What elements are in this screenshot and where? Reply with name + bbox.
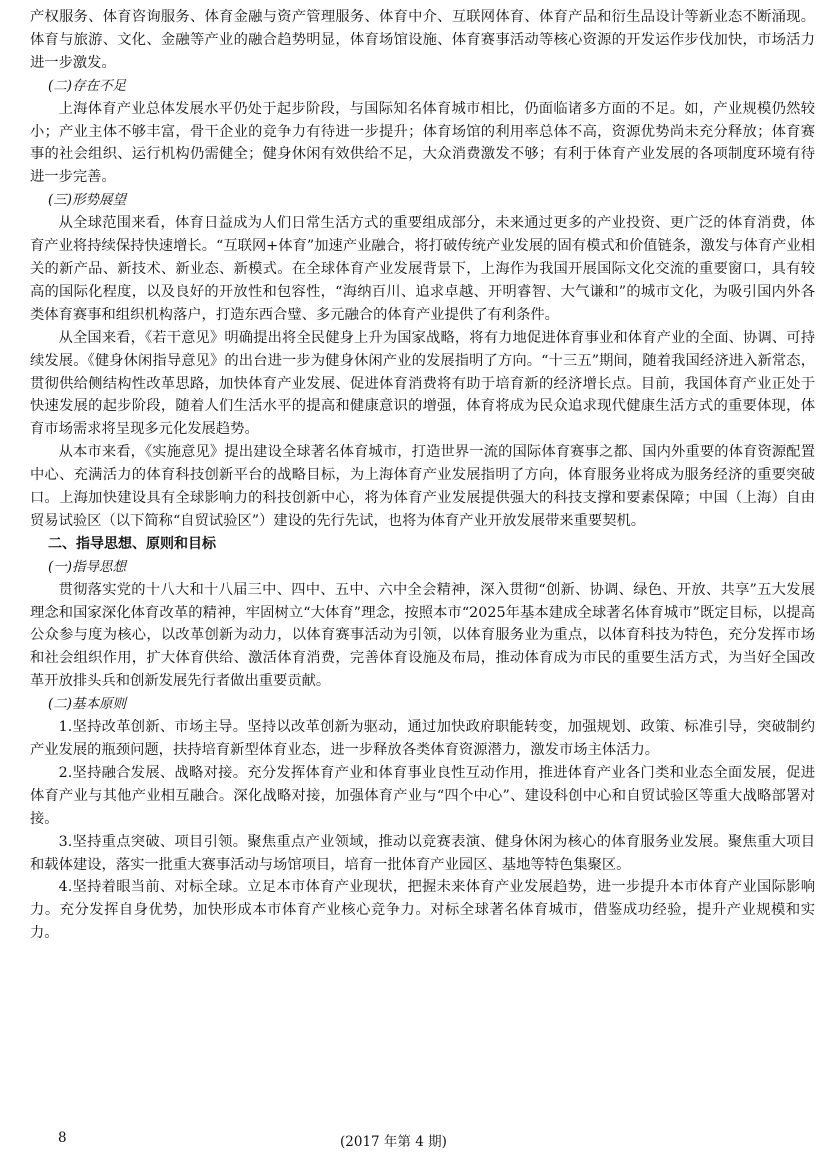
paragraph-new-formats: 产权服务、体育咨询服务、体育金融与资产管理服务、体育中介、互联网体育、体育产品和衍生品设计等新业态不断涌现。体育与旅游、文化、金融等产业的融合趋势明显，体育场馆设施、体育赛事活动等核心资源的开发运作步伐加快，市场活力进一步激发。: [30, 9, 815, 71]
section-heading-guidance: 二、指导思想、原则和目标: [48, 535, 216, 552]
page-footer: [0, 1130, 827, 1152]
paragraph-shortfalls: 上海体育产业总体发展水平仍处于起步阶段，与国际知名体育城市相比，仍面临诸多方面的不足。如，产业规模仍然较小；产业主体不够丰富，骨干企业的竞争力有待进一步提升；体育场馆的利用率总体不高，资源优势尚未充分释放；体育赛事的社会组织、运行机构仍需健全；健身休闲有效供给不足，大众消费激发不够；有利于体育产业发展的各项制度环境有待进一步完善。: [30, 100, 815, 186]
paragraph-principle-1: 1.坚持改革创新、市场主导。坚持以改革创新为驱动，通过加快政府职能转变，加强规划、政策、标准引导，突破制约产业发展的瓶颈问题，扶持培育新型体育业态，进一步释放各类体育资源潜力，激发市场主体活力。: [30, 719, 815, 758]
paragraph-guiding-ideology: 贯彻落实党的十八大和十八届三中、四中、五中、六中全会精神，深入贯彻“创新、协调、绿色、开放、共享”五大发展理念和国家深化体育改革的精神，牢固树立“大体育”理念，按照本市“2025年基本建成全球著名体育城市”既定目标，以提高公众参与度为核心，以改革创新为动力，以体育赛事活动为引领，以体育服务业为重点，以体育科技为特色，充分发挥市场和社会组织作用，扩大体育供给、激活体育消费，完善体育设施及布局，推动体育成为市民的重要生活方式，为当好全国改革开放排头兵和创新发展先行者做出重要贡献。: [30, 581, 815, 690]
subheading-basic-principles: (二)基本原则: [48, 696, 127, 713]
paragraph-principle-3: 3.坚持重点突破、项目引领。聚焦重点产业领域，推动以竞赛表演、健身休闲为核心的体育服务业发展。聚焦重大项目和载体建设，落实一批重大赛事活动与场馆项目，培育一批体育产业园区、基地等特色集聚区。: [30, 833, 815, 873]
paragraph-principle-2: 2.坚持融合发展、战略对接。充分发挥体育产业和体育事业良性互动作用，推进体育产业各门类和业态全面发展，促进体育产业与其他产业相互融合。深化战略对接，加强体育产业与“四个中心”、建设科创中心和自贸试验区等重大战略部署对接。: [30, 764, 815, 827]
subheading-guiding-ideology: (一)指导思想: [48, 558, 127, 575]
issue-label: (2017 年第 4 期): [340, 1134, 447, 1150]
subheading-shortfalls: (二)存在不足: [48, 77, 127, 94]
paragraph-national-outlook: 从全国来看，《若干意见》明确提出将全民健身上升为国家战略，将有力地促进体育事业和体育产业的全面、协调、可持续发展。《健身休闲指导意见》的出台进一步为健身休闲产业的发展指明了方向。“十三五”期间，随着我国经济进入新常态，贯彻供给侧结构性改革思路，加快体育产业发展、促进体育消费将有助于培育新的经济增长点。目前，我国体育产业正处于快速发展的起步阶段，随着人们生活水平的提高和健康意识的增强，体育将成为民众追求现代健康生活方式的重要体现，体育市场需求将呈现多元化发展趋势。: [30, 329, 815, 438]
subheading-outlook: (三)形势展望: [48, 192, 127, 209]
paragraph-city-outlook: 从本市来看，《实施意见》提出建设全球著名体育城市，打造世界一流的国际体育赛事之都、国内外重要的体育资源配置中心、充满活力的体育科技创新平台的战略目标，为上海体育产业发展指明了方向，体育服务业将成为服务经济的重要突破口。上海加快建设具有全球影响力的科技创新中心，将为体育产业发展提供强大的科技支撑和要素保障；中国（上海）自由贸易试验区（以下简称“自贸试验区”）建设的先行先试，也将为体育产业开放发展带来重要契机。: [30, 444, 815, 529]
page-number: 8: [58, 1130, 67, 1146]
paragraph-principle-4: 4.坚持着眼当前、对标全球。立足本市体育产业现状，把握未来体育产业发展趋势，进一步提升本市体育产业国际影响力。充分发挥自身优势，加快形成本市体育产业核心竞争力。对标全球著名体育城市，借鉴成功经验，提升产业规模和实力。: [30, 879, 815, 942]
paragraph-global-outlook: 从全球范围来看，体育日益成为人们日常生活方式的重要组成部分，未来通过更多的产业投资、更广泛的体育消费，体育产业将持续保持快速增长。“互联网+体育”加速产业融合，将打破传统产业发展的固有模式和价值链条，激发与体育产业相关的新产品、新技术、新业态、新模式。在全球体育产业发展背景下，上海作为我国开展国际文化交流的重要窗口，具有较高的国际化程度，以及良好的开放性和包容性，“海纳百川、追求卓越、开明睿智、大气谦和”的城市文化，为吸引国内外各类体育赛事和组织机构落户，打造东西合璧、多元融合的体育产业提供了有利条件。: [30, 215, 815, 323]
